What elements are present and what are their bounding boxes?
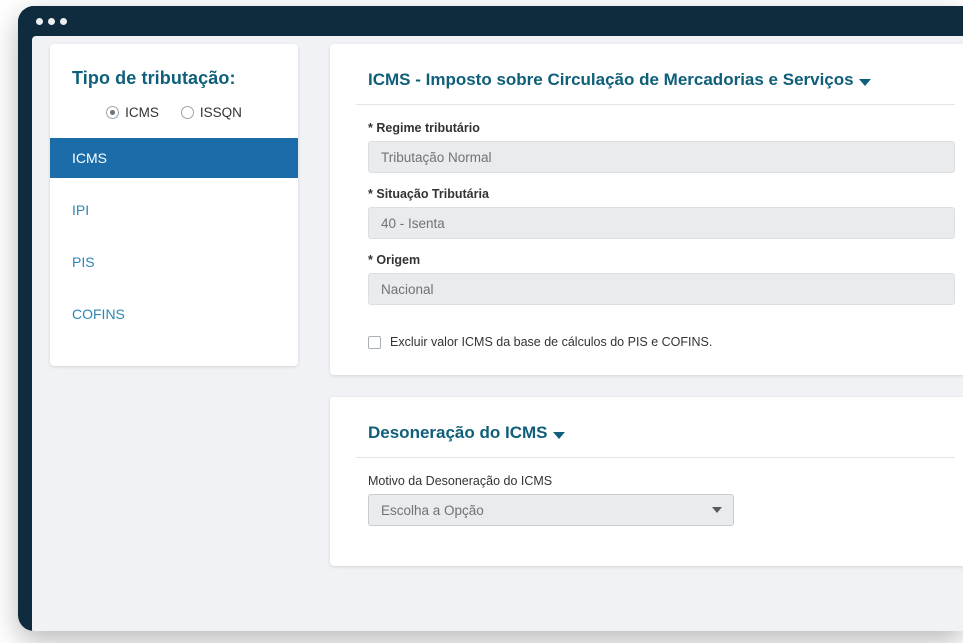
desoneracao-panel-title: Desoneração do ICMS — [368, 423, 548, 442]
field-regime-tributario-label — [368, 121, 955, 135]
field-situacao-tributaria — [356, 187, 955, 253]
required-marker: * — [368, 187, 373, 201]
main-content — [330, 44, 963, 631]
sidebar-item-label: IPI — [72, 202, 90, 218]
tipo-tributacao-radio-group[interactable] — [50, 105, 298, 136]
chevron-down-icon[interactable] — [859, 79, 871, 86]
radio-icms-label: ICMS — [125, 105, 159, 120]
icms-panel-header[interactable] — [356, 62, 955, 104]
motivo-desoneracao-select[interactable] — [368, 494, 734, 526]
desoneracao-panel — [330, 397, 963, 566]
sidebar-title: Tipo de tributação: — [72, 68, 236, 88]
required-marker: * — [368, 121, 373, 135]
sidebar-item-cofins[interactable] — [50, 294, 298, 334]
sidebar-item-label: ICMS — [72, 150, 107, 166]
desoneracao-panel-header[interactable] — [356, 415, 955, 457]
excluir-icms-checkbox-row[interactable] — [356, 319, 955, 349]
label-text: Origem — [376, 253, 421, 267]
label-text: Situação Tributária — [376, 187, 489, 201]
label-text: Regime tributário — [376, 121, 480, 135]
chevron-down-icon[interactable] — [712, 507, 722, 513]
panel-divider — [356, 457, 955, 458]
excluir-icms-checkbox[interactable] — [368, 336, 381, 349]
radio-issqn[interactable] — [181, 105, 242, 120]
tax-nav-list — [50, 138, 298, 334]
radio-issqn-mark[interactable] — [181, 106, 194, 119]
sidebar-item-label: PIS — [72, 254, 95, 270]
field-origem-label — [368, 253, 955, 267]
field-origem — [356, 253, 955, 319]
dot-icon — [48, 18, 55, 25]
field-regime-tributario-input[interactable]: Tributação Normal — [368, 141, 955, 173]
dot-icon — [60, 18, 67, 25]
app-window — [18, 6, 963, 631]
panel-divider — [356, 104, 955, 105]
sidebar-item-label: COFINS — [72, 306, 125, 322]
sidebar — [50, 44, 298, 366]
sidebar-item-ipi[interactable] — [50, 190, 298, 230]
window-menu-dots[interactable] — [36, 18, 67, 25]
window-titlebar — [18, 6, 963, 36]
icms-panel — [330, 44, 963, 375]
field-situacao-tributaria-label — [368, 187, 955, 201]
excluir-icms-label: Excluir valor ICMS da base de cálculos do PIS e COFINS. — [390, 335, 713, 349]
tipo-tributacao-card — [50, 44, 298, 366]
radio-issqn-label: ISSQN — [199, 105, 242, 120]
field-motivo-desoneracao-label: Motivo da Desoneração do ICMS — [368, 474, 553, 488]
motivo-desoneracao-select-value[interactable]: Escolha a Opção — [368, 494, 734, 526]
icms-panel-title: ICMS - Imposto sobre Circulação de Mercadorias e Serviços — [368, 70, 854, 89]
field-motivo-desoneracao — [356, 474, 955, 540]
field-origem-input[interactable]: Nacional — [368, 273, 955, 305]
workspace — [32, 36, 963, 631]
required-marker: * — [368, 253, 373, 267]
sidebar-item-pis[interactable] — [50, 242, 298, 282]
chevron-down-icon[interactable] — [553, 432, 565, 439]
sidebar-item-icms[interactable] — [50, 138, 298, 178]
field-regime-tributario — [356, 121, 955, 187]
radio-icms-mark[interactable] — [106, 106, 119, 119]
dot-icon — [36, 18, 43, 25]
field-situacao-tributaria-input[interactable]: 40 - Isenta — [368, 207, 955, 239]
radio-icms[interactable] — [106, 105, 159, 120]
